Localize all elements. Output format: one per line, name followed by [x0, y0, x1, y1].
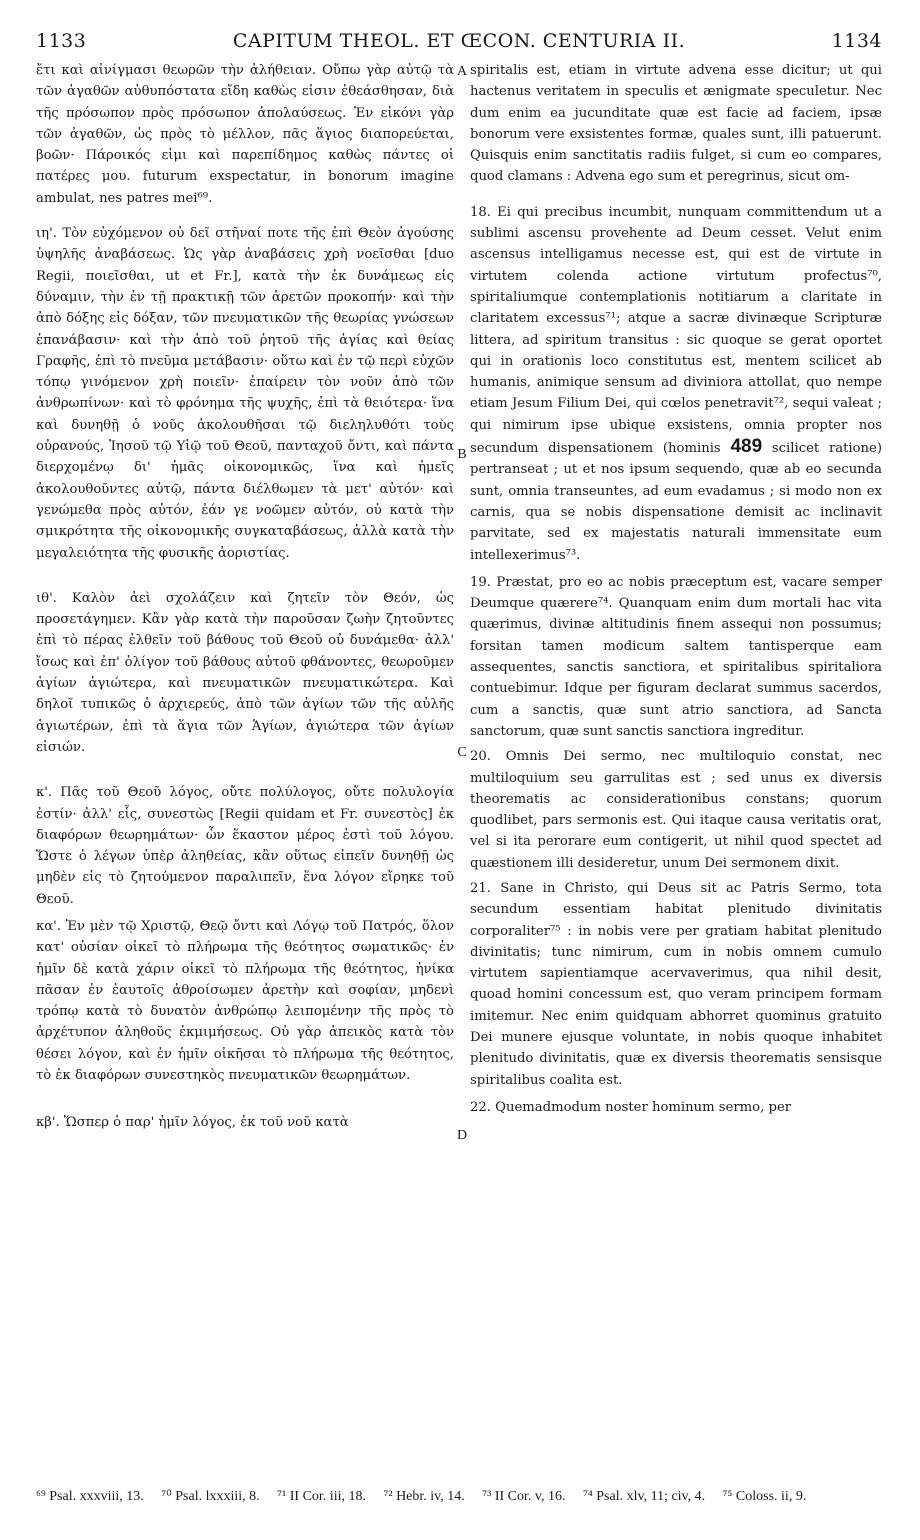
footnote: ⁷⁵ Coloss. ii, 9.: [722, 1489, 807, 1504]
latin-paragraph: 20. Omnis Dei sermo, nec multiloquio constat, nec multiloquium seu garrulitas est ; sed unus ex diversis theorematis ac considerationibus constans; quorum quodlibet, pars sermonis est. Qui itaque causa veritatis orat, vel si ita perorare eum contigerit, ut nihil quod spectet ad quæstionem illi desideretur, unum Dei sermonem dixit.: [470, 749, 882, 871]
running-header: [36, 30, 882, 56]
page-number-right: 1134: [831, 30, 882, 52]
greek-paragraph: κα'. Ἐν μὲν τῷ Χριστῷ, Θεῷ ὄντι καὶ Λόγῳ τοῦ Πατρός, ὅλον κατ' οὐσίαν οἰκεῖ τὸ πλήρωμα τῆς θεότητος σωματικῶς· ἐν ἡμῖν δὲ κατὰ χάριν οἰκεῖ τὸ πλήρωμα τῆς θεότητος, ἡνίκα πᾶσαν ἐν ἑαυτοῖς ἀθροίσωμεν ἀρετὴν καὶ σοφίαν, μηδενὶ τρόπῳ κατὰ τὸ δυνατὸν ἀνθρώπῳ λειπομένην τῆς πρὸς τὸ ἀρχέτυπον ἀληθοῦς ἐκμιμήσεως. Οὐ γὰρ ἀπεικὸς κατὰ τὸν θέσει λόγον, καὶ ἐν ἡμῖν οἰκῆσαι τὸ πλήρωμα τῆς θεότητος, τὸ ἐκ διαφόρων συνεστηκὸς πνευματικῶν θεωρημάτων.: [36, 918, 454, 1084]
footnotes: [36, 1487, 882, 1507]
margin-marker-b: B: [457, 447, 467, 462]
margin-marker-d: D: [456, 1128, 468, 1143]
margin-marker-c: C: [457, 745, 467, 760]
margin-marker-a: A: [456, 64, 468, 79]
latin-paragraph: [470, 202, 882, 566]
greek-paragraph: ἔτι καὶ αἰνίγμασι θεωρῶν τὴν ἀλήθειαν. Οὔπω γὰρ αὐτῷ τὰ τῶν ἀγαθῶν αὐθυπόστατα εἴδη καθὼς εἰσιν ἐθεάσθησαν, διὰ τῆς πρόσωπον πρὸς πρόσωπον ἀπολαύσεως. Ἐν εἰκόνι γὰρ τῶν ἀγαθῶν, ὡς πρὸς τὸ μέλλον, πᾶς ἅγιος διαπορεύεται, βοῶν· Πάροικός εἰμι καὶ παρεπίδημος καθὼς πάντες οἱ πατέρες μου. futurum exspectatur, in bonorum imagine ambulat, nes patres mei⁶⁹.: [36, 63, 454, 206]
latin-text: scilicet ratione) pertranseat ; ut et nos ipsum sequendo, quæ ab eo secunda sunt, omnia transeuntes, ad eum evadamus ; si modo non ex carnis, qua se nobis dispensatione demisit ac inclinavit parvitate, sed ex majestatis naturali immensitate eum intellexerimus⁷³.: [470, 441, 883, 563]
column-number: 489: [730, 436, 763, 458]
greek-paragraph: κ'. Πᾶς τοῦ Θεοῦ λόγος, οὔτε πολύλογος, οὔτε πολυλογία ἐστίν· ἀλλ' εἷς, συνεστὼς [Regii quidam et Fr. συνεστὸς] ἐκ διαφόρων θεωρημάτων· ὧν ἕκαστον μέρος ἐστὶ τοῦ λόγου. Ὥστε ὁ λέγων ὑπὲρ ἀληθείας, κἂν οὕτως εἰπεῖν δυνηθῇ ὡς μηδὲν εἰς τὸ ζητούμενον παραλιπεῖν, ἕνα λόγον εἴρηκε τοῦ Θεοῦ.: [36, 785, 454, 907]
page-number-left: 1133: [36, 30, 87, 52]
latin-paragraph: 22. Quemadmodum noster hominum sermo, per: [470, 1099, 792, 1115]
greek-column: [36, 60, 454, 1134]
running-title: CAPITUM THEOL. ET ŒCON. CENTURIA II.: [232, 30, 686, 52]
footnote: ⁷² Hebr. iv, 14.: [383, 1489, 465, 1504]
greek-paragraph: κβ'. Ὥσπερ ὁ παρ' ἡμῖν λόγος, ἐκ τοῦ νοῦ κατὰ: [36, 1115, 349, 1131]
latin-paragraph: spiritalis est, etiam in virtute advena esse dicitur; ut qui hactenus veritatem in speculis et ænigmate speculetur. Nec dum enim ea jucunditate quæ est facie ad faciem, ipsæ bonorum vere exsistentes formæ, quales sunt, illi patuerunt. Quisquis enim sanctitatis radiis fulget, si cum eo compares, quod clamans : Advena ego sum et peregrinus, sicut om-: [470, 63, 882, 185]
greek-paragraph: ιθ'. Καλὸν ἀεὶ σχολάζειν καὶ ζητεῖν τὸν Θεόν, ὡς προσετάγημεν. Κἂν γὰρ κατὰ τὴν παροῦσαν ζωὴν ζητοῦντες ἐπὶ τὸ πέρας ἐλθεῖν τοῦ βάθους τοῦ Θεοῦ οὐ δυνάμεθα· ἀλλ' ἴσως καὶ ἐπ' ὀλίγον τοῦ βάθους αὐτοῦ φθάνοντες, θεωροῦμεν ἁγίων ἁγιώτερα, καὶ πνευματικῶν πνευματικώτερα. Καὶ δηλοῖ τυπικῶς ὁ ἀρχιερεύς, ἀπὸ τῶν ἁγίων τῶν τῆς αὐλῆς ἁγιωτέρων, ἐπὶ τὰ ἅγια τῶν Ἁγίων, ἁγιώτερα τῶν ἁγίων εἰσιών.: [36, 590, 454, 755]
footnote: ⁷¹ II Cor. iii, 18.: [277, 1489, 366, 1504]
footnote: ⁷³ II Cor. v, 16.: [482, 1489, 566, 1504]
footnote: ⁶⁹ Psal. xxxviii, 13.: [36, 1489, 144, 1504]
latin-paragraph: 21. Sane in Christo, qui Deus sit ac Patris Sermo, tota secundum essentiam habitat plenitudo divinitatis corporaliter⁷⁵ : in nobis vere per gratiam habitat plenitudo divinitatis; tunc nimirum, cum in nobis omnem cumulo virtutem sapientiamque acervaverimus, qua nihil desit, quoad homini concessum est, quo veram principem formam imitemur. Nec enim quidquam abhorret quominus gratuito Dei munere ejusque voluntate, in nobis quoque inhabitet plenitudo divinitatis, quæ ex diversis theorematis sensisque spiritalibus coalita est.: [470, 880, 882, 1088]
footnote: ⁷⁰ Psal. lxxxiii, 8.: [161, 1489, 260, 1504]
latin-text: 18. Ei qui precibus incumbit, nunquam committendum ut a sublimi ascensu provehente ad Deum cesset. Velut enim ascensus intelligamus necesse est, qui est de virtute in virtutem colenda actione virtutum profectus⁷⁰, spiritaliumque contemplationis notitiarum a claritate in claritatem excessus⁷¹; atque a sacræ divinæque Scripturæ littera, ad spiritum transitus : sic quoque se gerat oportet qui in orationis loco constitutus est, mentem scilicet ab humanis, animique sensum ad diviniora attollat, quo nempe etiam Jesum Filium Dei, qui cœlos penetravit⁷², sequi valeat ; qui nimirum ipse ubique exsistens, omnia propter nos secundum dispensationem (hominis: [470, 204, 882, 457]
footnote: ⁷⁴ Psal. xlv, 11; civ, 4.: [583, 1489, 706, 1504]
latin-paragraph: 19. Præstat, pro eo ac nobis præceptum est, vacare semper Deumque quærere⁷⁴. Quanquam enim dum mortali hac vita quærimus, divinæ altitudinis finem assequi non possumus; forsitan tamen modicum saltem tantisperque eam assequentes, sanctis sanctiora, et spiritalibus spiritaliora contuebimur. Idque per figuram declarat summus sacerdos, cum a sanctis, quæ sunt atrio sanctiora, ad Sancta sanctorum, quæ sunt sanctis sanctiora ingreditur.: [470, 574, 882, 739]
latin-column: [470, 60, 882, 1118]
greek-paragraph: ιη'. Τὸν εὐχόμενον οὐ δεῖ στῆναί ποτε τῆς ἐπὶ Θεὸν ἀγούσης ὑψηλῆς ἀναβάσεως. Ὡς γὰρ ἀναβάσεις χρὴ νοεῖσθαι [duo Regii, ποιεῖσθαι, ut et Fr.], κατὰ τὴν ἐκ δυνάμεως εἰς δύναμιν, τὴν ἐν τῇ πρακτικῇ τῶν ἀρετῶν προκοπήν· καὶ τὴν ἀπὸ δόξης εἰς δόξαν, τῶν πνευματικῶν τῆς θεωρίας γνώσεων ἐπανάβασιν· καὶ τὴν ἀπὸ τοῦ ῥητοῦ τῆς ἁγίας καὶ θείας Γραφῆς, ἐπὶ τὸ πνεῦμα μετάβασιν· οὕτω καὶ ἐν τῷ περὶ εὐχῶν τόπῳ γινόμενον χρὴ ποιεῖν· ἐπαίρειν τὸν νοῦν ἀπὸ τῶν ἀνθρωπίνων· καὶ τὸ φρόνημα τῆς ψυχῆς, ἐπὶ τὰ θειότερα· ἵνα καὶ δυνηθῇ ὁ νοῦς ἀκολουθῆσαι τῷ διεληλυθότι τοὺς οὐρανούς, Ἰησοῦ τῷ Υἱῷ τοῦ Θεοῦ, πανταχοῦ ὄντι, καὶ πάντα διερχομένῳ δι' ἡμᾶς οἰκονομικῶς, ἵνα καὶ ἡμεῖς ἀκολουθοῦντες αὐτῷ, πάντα διέλθωμεν τὰ μετ' αὐτόν· καὶ γενώμεθα πρὸς αὐτόν, ἐάν γε νοῶμεν αὐτόν, οὐ κατὰ τὴν σμικρότητα τῆς οἰκονομικῆς συγκαταβάσεως, ἀλλὰ κατὰ τὴν μεγαλειότητα τῆς φυσικῆς ἀοριστίας.: [36, 226, 454, 561]
